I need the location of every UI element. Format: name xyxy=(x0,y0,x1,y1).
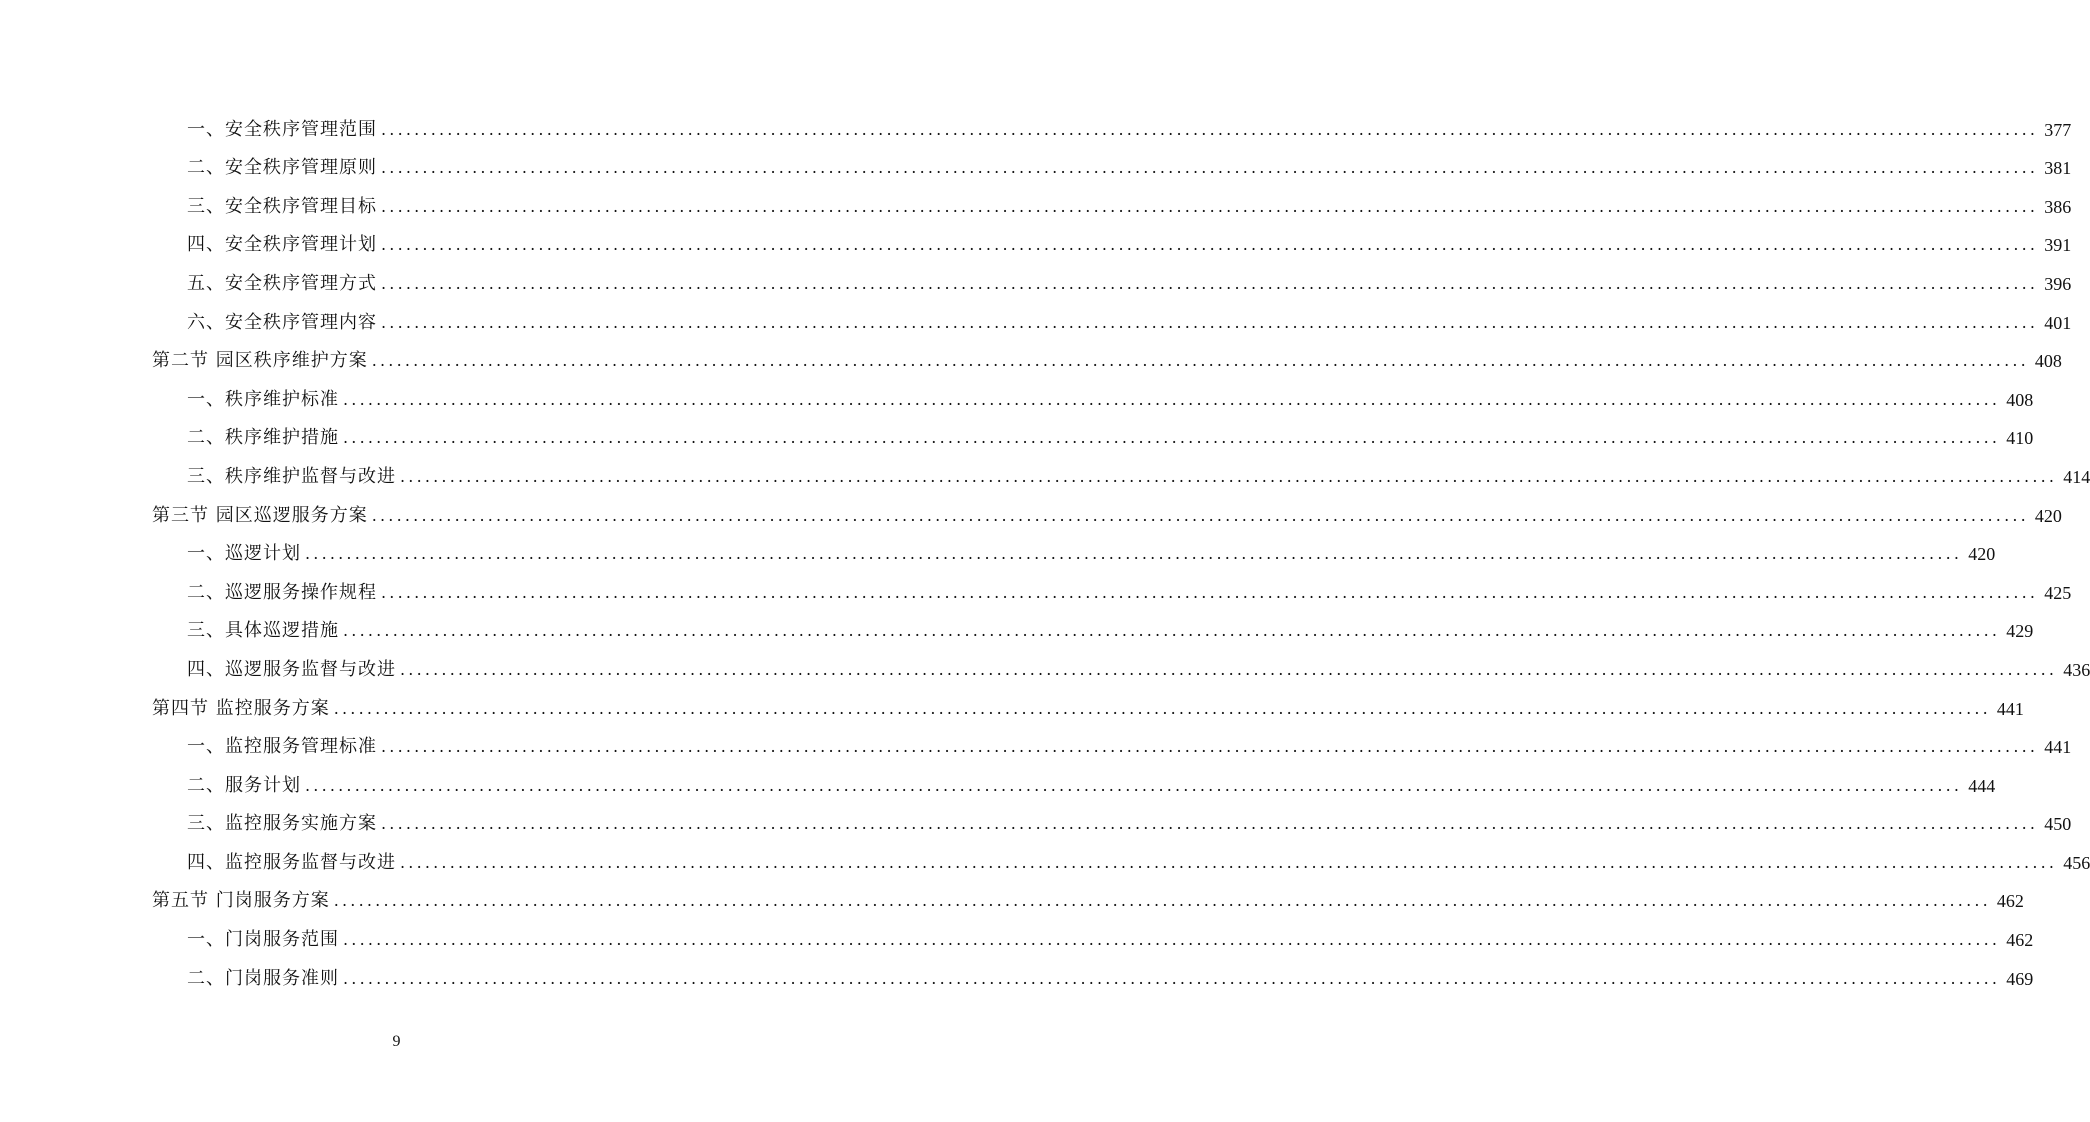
toc-entry-page: 414 xyxy=(2063,466,2090,487)
toc-entry-page: 441 xyxy=(1996,698,2024,719)
toc-entry-label: 四、监控服务监督与改进 xyxy=(187,851,396,873)
toc-subsection-entry xyxy=(152,295,2072,334)
toc-entry-label: 二、秩序维护措施 xyxy=(187,427,339,449)
table-of-contents xyxy=(152,102,2090,990)
toc-section-entry xyxy=(152,681,2024,720)
toc-subsection-entry xyxy=(152,256,2072,295)
toc-entry-label: 第三节 园区巡逻服务方案 xyxy=(152,504,368,526)
toc-dot-leader: ........................................................................................................................................................................................................ xyxy=(400,659,2058,679)
toc-entry-page: 410 xyxy=(2006,428,2034,449)
toc-subsection-entry xyxy=(152,797,2072,836)
toc-dot-leader: ........................................................................................................................................................................................................ xyxy=(343,621,2001,641)
toc-entry-label: 四、巡逻服务监督与改进 xyxy=(187,658,396,680)
toc-entry-page: 456 xyxy=(2063,852,2090,873)
toc-subsection-entry xyxy=(152,758,1996,797)
toc-dot-leader: ........................................................................................................................................................................................................ xyxy=(400,852,2058,872)
toc-entry-label: 二、服务计划 xyxy=(187,774,301,796)
toc-dot-leader: ........................................................................................................................................................................................................ xyxy=(381,814,2039,834)
toc-subsection-entry xyxy=(152,951,2034,990)
toc-dot-leader: ........................................................................................................................................................................................................ xyxy=(381,273,2039,293)
toc-entry-label: 一、门岗服务范围 xyxy=(187,929,339,951)
toc-entry-label: 三、安全秩序管理目标 xyxy=(187,195,377,217)
toc-entry-page: 401 xyxy=(2044,312,2072,333)
toc-dot-leader: ........................................................................................................................................................................................................ xyxy=(381,737,2039,757)
toc-section-entry xyxy=(152,334,2062,373)
toc-entry-page: 444 xyxy=(1968,775,1996,796)
toc-subsection-entry xyxy=(152,527,1996,566)
toc-subsection-entry xyxy=(152,912,2034,951)
toc-entry-label: 一、巡逻计划 xyxy=(187,543,301,565)
toc-entry-label: 第二节 园区秩序维护方案 xyxy=(152,350,368,372)
toc-dot-leader: ........................................................................................................................................................................................................ xyxy=(333,698,1991,718)
toc-entry-label: 一、秩序维护标准 xyxy=(187,388,339,410)
toc-dot-leader: ........................................................................................................................................................................................................ xyxy=(305,775,1963,795)
toc-subsection-entry xyxy=(152,141,2072,180)
toc-dot-leader: ........................................................................................................................................................................................................ xyxy=(343,389,2001,409)
toc-subsection-entry xyxy=(152,835,2090,874)
toc-entry-label: 一、安全秩序管理范围 xyxy=(187,118,377,140)
toc-entry-label: 二、门岗服务准则 xyxy=(187,967,339,989)
toc-entry-page: 436 xyxy=(2063,659,2090,680)
toc-dot-leader: ........................................................................................................................................................................................................ xyxy=(333,891,1991,911)
toc-entry-label: 三、监控服务实施方案 xyxy=(187,813,377,835)
toc-entry-label: 五、安全秩序管理方式 xyxy=(187,272,377,294)
toc-entry-page: 377 xyxy=(2044,119,2072,140)
toc-subsection-entry xyxy=(152,179,2072,218)
toc-subsection-entry xyxy=(152,720,2072,759)
toc-dot-leader: ........................................................................................................................................................................................................ xyxy=(381,582,2039,602)
toc-dot-leader: ........................................................................................................................................................................................................ xyxy=(400,466,2058,486)
page-number: 9 xyxy=(392,1033,401,1050)
toc-entry-label: 三、具体巡逻措施 xyxy=(187,620,339,642)
toc-dot-leader: ........................................................................................................................................................................................................ xyxy=(381,158,2039,178)
toc-entry-page: 386 xyxy=(2044,196,2072,217)
toc-section-entry xyxy=(152,488,2062,527)
toc-entry-page: 441 xyxy=(2044,737,2072,758)
toc-entry-label: 四、安全秩序管理计划 xyxy=(187,234,377,256)
toc-entry-page: 469 xyxy=(2006,968,2034,989)
toc-subsection-entry xyxy=(152,372,2034,411)
toc-subsection-entry xyxy=(152,102,2072,141)
toc-subsection-entry xyxy=(152,604,2034,643)
toc-dot-leader: ........................................................................................................................................................................................................ xyxy=(381,196,2039,216)
toc-entry-page: 450 xyxy=(2044,814,2072,835)
toc-entry-label: 六、安全秩序管理内容 xyxy=(187,311,377,333)
toc-entry-page: 381 xyxy=(2044,158,2072,179)
toc-entry-page: 420 xyxy=(1968,544,1996,565)
toc-entry-page: 408 xyxy=(2006,389,2034,410)
toc-entry-label: 二、巡逻服务操作规程 xyxy=(187,581,377,603)
toc-entry-page: 420 xyxy=(2034,505,2062,526)
toc-dot-leader: ........................................................................................................................................................................................................ xyxy=(371,351,2029,371)
toc-subsection-entry xyxy=(152,218,2072,257)
toc-entry-page: 425 xyxy=(2044,582,2072,603)
toc-entry-page: 429 xyxy=(2006,621,2034,642)
toc-entry-page: 408 xyxy=(2034,351,2062,372)
toc-subsection-entry xyxy=(152,642,2090,681)
toc-dot-leader: ........................................................................................................................................................................................................ xyxy=(371,505,2029,525)
toc-section-entry xyxy=(152,874,2024,913)
toc-dot-leader: ........................................................................................................................................................................................................ xyxy=(305,544,1963,564)
toc-entry-page: 462 xyxy=(1996,891,2024,912)
toc-dot-leader: ........................................................................................................................................................................................................ xyxy=(343,428,2001,448)
toc-entry-label: 三、秩序维护监督与改进 xyxy=(187,465,396,487)
toc-dot-leader: ........................................................................................................................................................................................................ xyxy=(381,312,2039,332)
toc-entry-page: 391 xyxy=(2044,235,2072,256)
toc-subsection-entry xyxy=(152,565,2072,604)
toc-subsection-entry xyxy=(152,449,2090,488)
toc-dot-leader: ........................................................................................................................................................................................................ xyxy=(343,968,2001,988)
toc-subsection-entry xyxy=(152,411,2034,450)
toc-dot-leader: ........................................................................................................................................................................................................ xyxy=(343,930,2001,950)
toc-dot-leader: ........................................................................................................................................................................................................ xyxy=(381,235,2039,255)
toc-entry-page: 462 xyxy=(2006,930,2034,951)
toc-entry-label: 二、安全秩序管理原则 xyxy=(187,157,377,179)
toc-entry-label: 第四节 监控服务方案 xyxy=(152,697,330,719)
toc-entry-label: 一、监控服务管理标准 xyxy=(187,736,377,758)
toc-entry-label: 第五节 门岗服务方案 xyxy=(152,890,330,912)
toc-entry-page: 396 xyxy=(2044,273,2072,294)
toc-dot-leader: ........................................................................................................................................................................................................ xyxy=(381,119,2039,139)
